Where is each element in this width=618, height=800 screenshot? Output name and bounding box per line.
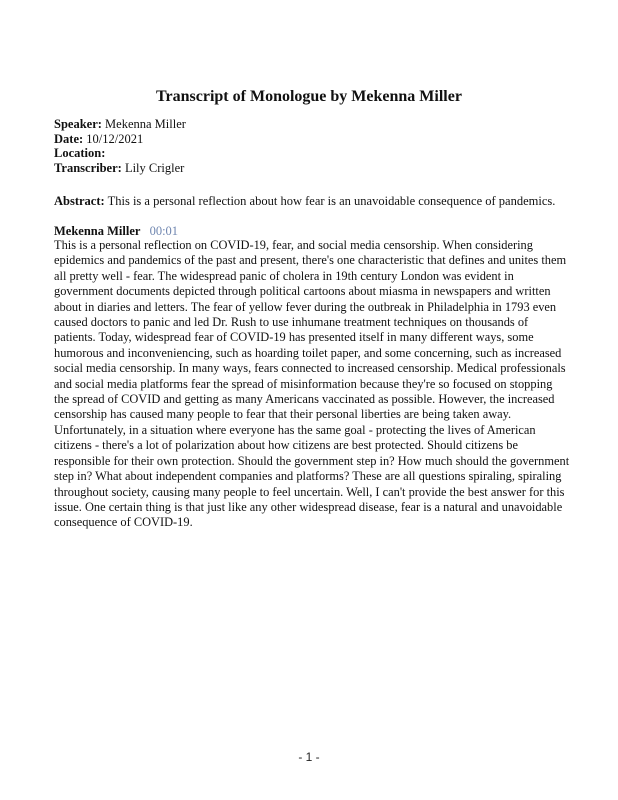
document-title: Transcript of Monologue by Mekenna Miller: [156, 88, 462, 105]
meta-speaker: [54, 117, 186, 132]
page-number: - 1 -: [298, 750, 320, 764]
meta-location-label: Location:: [54, 146, 106, 161]
segment-text: This is a personal reflection on COVID-19, fear, and social media censorship. When considering epidemics and pandemics of the past and present, there's one characteristic that defines and unites them all pretty well - fear. The widespread panic of cholera in 19th century London was evident in government documents depicted through political cartoons about miasma in newspapers and written about in diaries and letters. The fear of yellow fever during the outbreak in Philadelphia in 1793 even caused doctors to panic and led Dr. Rush to use inhumane treatment techniques on thousands of patients. Today, widespread fear of COVID-19 has presented itself in many different ways, some humorous and inconveniencing, such as hoarding toilet paper, and some concerning, such as increased social media censorship. In many ways, fears connected to increased censorship. Medical professionals and social media platforms fear the spread of misinformation because they're so focused on stopping the spread of COVID and getting as many Americans vaccinated as possible. However, the increased censorship has caused many people to fear that their personal liberties are being taken away. Unfortunately, in a situation where everyone has the same goal - protecting the lives of American citizens - there's a lot of polarization about how citizens are best protected. Should citizens be responsible for their own protection. Should the government step in? How much should the government step in? What about independent companies and platforms? These are all questions spiraling, spiraling throughout society, causing many people to feel uncertain. Well, I can't provide the best answer for this issue. One certain thing is that just like any other widespread disease, fear is a natural and unavoidable consequence of COVID-19.: [54, 238, 570, 530]
segment-speaker: Mekenna Miller: [54, 224, 141, 238]
meta-transcriber-value: Lily Crigler: [124, 160, 185, 175]
abstract-label: Abstract:: [54, 194, 105, 208]
metadata-block: [54, 117, 186, 175]
segment-timestamp[interactable]: 00:01: [149, 224, 179, 238]
meta-transcriber: [54, 161, 186, 176]
meta-location: [54, 146, 186, 161]
meta-date-value: 10/12/2021: [86, 131, 144, 146]
segment-header: [54, 224, 178, 239]
meta-date: [54, 132, 186, 147]
abstract-text: This is a personal reflection about how fear is an unavoidable consequence of pandemics.: [107, 194, 556, 208]
meta-speaker-label: Speaker:: [54, 117, 102, 131]
meta-speaker-value: Mekenna Miller: [105, 117, 186, 131]
meta-transcriber-label: Transcriber:: [54, 160, 122, 175]
meta-date-label: Date:: [54, 131, 84, 146]
abstract: [54, 194, 555, 209]
